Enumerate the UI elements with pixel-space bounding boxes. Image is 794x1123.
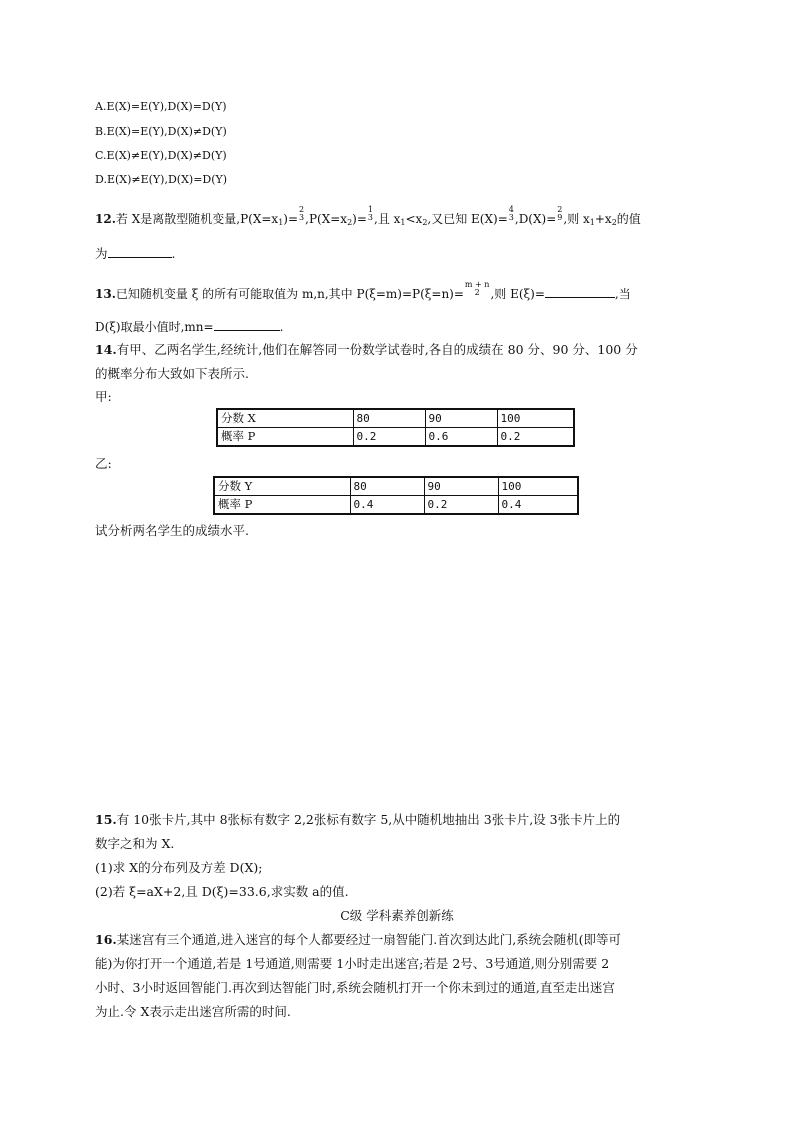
- table-cell: 0.6: [425, 428, 497, 447]
- question-15-part2: (2)若 ξ=aX+2,且 D(ξ)=33.6,求实数 a的值.: [95, 884, 349, 899]
- label-yi: 乙:: [95, 456, 112, 471]
- answer-blank-13b[interactable]: [214, 318, 280, 331]
- table-cell: 90: [424, 477, 498, 496]
- table-cell: 概率 P: [217, 428, 353, 447]
- distribution-table-yi: [213, 476, 579, 515]
- table-cell: 80: [350, 477, 424, 496]
- table-cell: 概率 P: [214, 496, 350, 515]
- question-15-number: 15.: [95, 812, 117, 827]
- table-cell: 80: [353, 409, 425, 428]
- option-c: C.E(X)≠E(Y),D(X)≠D(Y): [95, 149, 227, 162]
- table-cell: 90: [425, 409, 497, 428]
- question-16-line1: 16.某迷宫有三个通道,进入迷宫的每个人都要经过一扇智能门.首次到达此门,系统会随机(即等可: [95, 932, 622, 947]
- question-13-line1: 13.已知随机变量 ξ 的所有可能取值为 m,n,其中 P(ξ=m)=P(ξ=n)= m + n 2 ,则 E(ξ)= ,当: [95, 279, 631, 301]
- question-15-part1: (1)求 X的分布列及方差 D(X);: [95, 860, 263, 875]
- question-12-number: 12.: [95, 212, 116, 226]
- option-d: D.E(X)≠E(Y),D(X)=D(Y): [95, 173, 228, 186]
- table-row: [214, 496, 578, 515]
- table-cell: 分数 Y: [214, 477, 350, 496]
- table-row: [214, 477, 578, 496]
- table-cell: 0.2: [353, 428, 425, 447]
- table-cell: 100: [498, 477, 578, 496]
- distribution-table-jia: [216, 408, 575, 447]
- section-title: C级 学科素养创新练: [340, 908, 454, 923]
- question-13-line2: D(ξ)取最小值时,mn= .: [95, 320, 284, 334]
- answer-blank-13a[interactable]: [545, 285, 615, 298]
- question-13-number: 13.: [95, 287, 116, 301]
- question-12-line2: 为 .: [95, 246, 176, 261]
- table-cell: 分数 X: [217, 409, 353, 428]
- table-cell: 0.2: [424, 496, 498, 515]
- question-16-line2: 能)为你打开一个通道,若是 1号通道,则需要 1小时走出迷宫;若是 2号、3号通道,则分别需要 2: [95, 956, 610, 971]
- table-cell: 0.4: [350, 496, 424, 515]
- table-cell: 0.2: [497, 428, 574, 447]
- label-jia: 甲:: [95, 389, 112, 404]
- table-cell: 0.4: [498, 496, 578, 515]
- question-16-line3: 小时、3小时返回智能门.再次到达智能门时,系统会随机打开一个你未到过的通道,直至走出迷宫: [95, 980, 615, 995]
- question-14-prompt: 试分析两名学生的成绩水平.: [95, 523, 249, 538]
- question-16-number: 16.: [95, 932, 117, 947]
- table-row: [217, 409, 574, 428]
- option-a: A.E(X)=E(Y),D(X)=D(Y): [95, 100, 227, 113]
- question-16-line4: 为止.令 X表示走出迷宫所需的时间.: [95, 1004, 291, 1019]
- answer-blank-12[interactable]: [108, 245, 172, 258]
- table-row: [217, 428, 574, 447]
- question-14-line1: 14.有甲、乙两名学生,经统计,他们在解答同一份数学试卷时,各自的成绩在 80 分、90 分、100 分: [95, 342, 638, 357]
- question-12-line1: 12.若 X是离散型随机变量$,P(X=x_1)=$ 2 3 $,P(X=x_2)=$ 1 3 ,且 $x_1<x_2$,又已知 E(X)= 4 3 ,D(X)= 2 9 ,则 $x_1+x_2$的值: [95, 204, 641, 227]
- question-14-line2: 的概率分布大致如下表所示.: [95, 366, 249, 381]
- question-15-line1: 15.有 10张卡片,其中 8张标有数字 2,2张标有数字 5,从中随机地抽出 3张卡片,设 3张卡片上的: [95, 812, 621, 827]
- question-15-line2: 数字之和为 X.: [95, 836, 175, 851]
- option-b: B.E(X)=E(Y),D(X)≠D(Y): [95, 125, 227, 138]
- question-14-number: 14.: [95, 342, 117, 357]
- table-cell: 100: [497, 409, 574, 428]
